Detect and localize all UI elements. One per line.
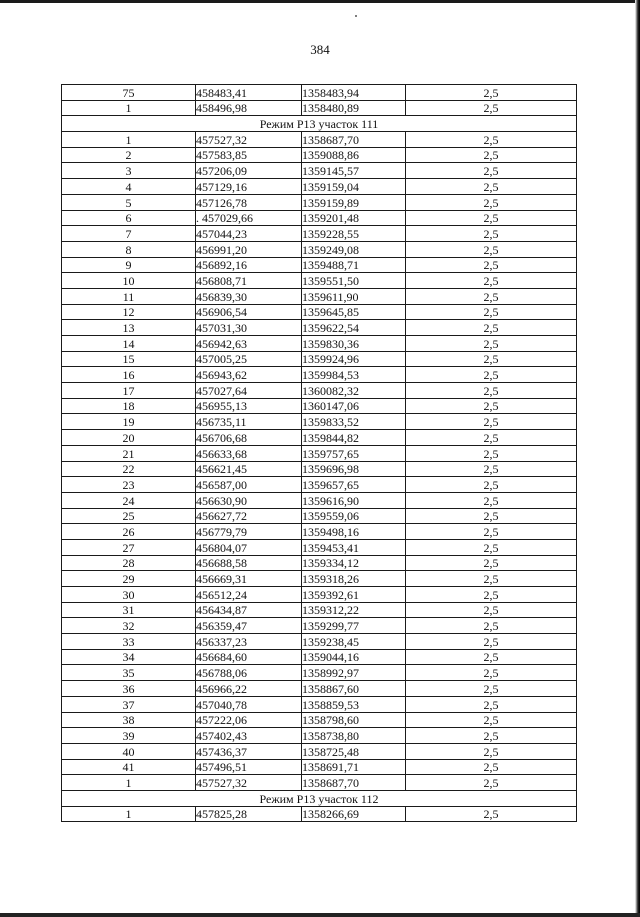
y-coordinate-cell: 1359645,85 bbox=[302, 304, 406, 320]
y-coordinate-cell: 1359044,16 bbox=[302, 649, 406, 665]
table-row bbox=[62, 351, 577, 367]
x-coordinate-cell: 456955,13 bbox=[196, 398, 302, 414]
y-coordinate-cell: 1358687,70 bbox=[302, 775, 406, 791]
page-number: 384 bbox=[310, 42, 330, 57]
accuracy-cell: 2,5 bbox=[406, 649, 577, 665]
y-coordinate-cell: 1359488,71 bbox=[302, 257, 406, 273]
x-coordinate-cell: 456669,31 bbox=[196, 571, 302, 587]
y-coordinate-cell: 1359238,45 bbox=[302, 634, 406, 650]
accuracy-cell: 2,5 bbox=[406, 524, 577, 540]
y-coordinate-cell: 1359159,04 bbox=[302, 179, 406, 195]
x-coordinate-cell: 456359,47 bbox=[196, 618, 302, 634]
accuracy-cell: 2,5 bbox=[406, 320, 577, 336]
y-coordinate-cell: 1359924,96 bbox=[302, 351, 406, 367]
y-coordinate-cell: 1358859,53 bbox=[302, 696, 406, 712]
y-coordinate-cell: 1358687,70 bbox=[302, 132, 406, 148]
accuracy-cell: 2,5 bbox=[406, 383, 577, 399]
accuracy-cell: 2,5 bbox=[406, 587, 577, 603]
table-row bbox=[62, 273, 577, 289]
table-row bbox=[62, 226, 577, 242]
point-number-cell: 19 bbox=[62, 414, 196, 430]
table-row bbox=[62, 210, 577, 226]
point-number-cell: 36 bbox=[62, 681, 196, 697]
point-number-cell: 1 bbox=[62, 775, 196, 791]
y-coordinate-cell: 1359453,41 bbox=[302, 539, 406, 555]
scan-edge-bottom bbox=[0, 913, 640, 917]
x-coordinate-cell: 456434,87 bbox=[196, 602, 302, 618]
accuracy-cell: 2,5 bbox=[406, 681, 577, 697]
point-number-cell: 31 bbox=[62, 602, 196, 618]
table-row bbox=[62, 759, 577, 775]
x-coordinate-cell: . 457029,66 bbox=[196, 210, 302, 226]
table-row bbox=[62, 806, 577, 822]
point-number-cell: 25 bbox=[62, 508, 196, 524]
table-row bbox=[62, 743, 577, 759]
x-coordinate-cell: 457027,64 bbox=[196, 383, 302, 399]
x-coordinate-cell: 457222,06 bbox=[196, 712, 302, 728]
section-title: Режим Р13 участок 112 bbox=[62, 790, 577, 806]
point-number-cell: 40 bbox=[62, 743, 196, 759]
x-coordinate-cell: 456808,71 bbox=[196, 273, 302, 289]
point-number-cell: 37 bbox=[62, 696, 196, 712]
y-coordinate-cell: 1358725,48 bbox=[302, 743, 406, 759]
point-number-cell: 2 bbox=[62, 147, 196, 163]
accuracy-cell: 2,5 bbox=[406, 618, 577, 634]
accuracy-cell: 2,5 bbox=[406, 414, 577, 430]
y-coordinate-cell: 1358483,94 bbox=[302, 85, 406, 101]
accuracy-cell: 2,5 bbox=[406, 775, 577, 791]
point-number-cell: 23 bbox=[62, 477, 196, 493]
accuracy-cell: 2,5 bbox=[406, 602, 577, 618]
point-number-cell: 38 bbox=[62, 712, 196, 728]
table-row bbox=[62, 477, 577, 493]
accuracy-cell: 2,5 bbox=[406, 132, 577, 148]
accuracy-cell: 2,5 bbox=[406, 477, 577, 493]
accuracy-cell: 2,5 bbox=[406, 759, 577, 775]
x-coordinate-cell: 457527,32 bbox=[196, 132, 302, 148]
y-coordinate-cell: 1359611,90 bbox=[302, 288, 406, 304]
section-header-row bbox=[62, 116, 577, 132]
y-coordinate-cell: 1359696,98 bbox=[302, 461, 406, 477]
x-coordinate-cell: 456621,45 bbox=[196, 461, 302, 477]
table-row bbox=[62, 618, 577, 634]
y-coordinate-cell: 1359559,06 bbox=[302, 508, 406, 524]
coordinates-table-body bbox=[62, 85, 577, 822]
x-coordinate-cell: 456943,62 bbox=[196, 367, 302, 383]
y-coordinate-cell: 1359757,65 bbox=[302, 445, 406, 461]
point-number-cell: 8 bbox=[62, 241, 196, 257]
accuracy-cell: 2,5 bbox=[406, 304, 577, 320]
point-number-cell: 26 bbox=[62, 524, 196, 540]
table-row bbox=[62, 147, 577, 163]
x-coordinate-cell: 456779,79 bbox=[196, 524, 302, 540]
y-coordinate-cell: 1359145,57 bbox=[302, 163, 406, 179]
y-coordinate-cell: 1359498,16 bbox=[302, 524, 406, 540]
x-coordinate-cell: 457436,37 bbox=[196, 743, 302, 759]
y-coordinate-cell: 1359228,55 bbox=[302, 226, 406, 242]
accuracy-cell: 2,5 bbox=[406, 226, 577, 242]
y-coordinate-cell: 1358266,69 bbox=[302, 806, 406, 822]
x-coordinate-cell: 457031,30 bbox=[196, 320, 302, 336]
x-coordinate-cell: 457583,85 bbox=[196, 147, 302, 163]
scan-speck bbox=[355, 15, 357, 17]
accuracy-cell: 2,5 bbox=[406, 273, 577, 289]
x-coordinate-cell: 457527,32 bbox=[196, 775, 302, 791]
table-row bbox=[62, 665, 577, 681]
x-coordinate-cell: 457044,23 bbox=[196, 226, 302, 242]
accuracy-cell: 2,5 bbox=[406, 336, 577, 352]
x-coordinate-cell: 456627,72 bbox=[196, 508, 302, 524]
section-title: Режим Р13 участок 111 bbox=[62, 116, 577, 132]
y-coordinate-cell: 1359312,22 bbox=[302, 602, 406, 618]
x-coordinate-cell: 456804,07 bbox=[196, 539, 302, 555]
y-coordinate-cell: 1359844,82 bbox=[302, 430, 406, 446]
x-coordinate-cell: 457402,43 bbox=[196, 728, 302, 744]
point-number-cell: 14 bbox=[62, 336, 196, 352]
y-coordinate-cell: 1359334,12 bbox=[302, 555, 406, 571]
point-number-cell: 33 bbox=[62, 634, 196, 650]
y-coordinate-cell: 1358798,60 bbox=[302, 712, 406, 728]
x-coordinate-cell: 456512,24 bbox=[196, 587, 302, 603]
y-coordinate-cell: 1359159,89 bbox=[302, 194, 406, 210]
point-number-cell: 21 bbox=[62, 445, 196, 461]
point-number-cell: 15 bbox=[62, 351, 196, 367]
point-number-cell: 1 bbox=[62, 132, 196, 148]
table-row bbox=[62, 257, 577, 273]
x-coordinate-cell: 456906,54 bbox=[196, 304, 302, 320]
table-row bbox=[62, 288, 577, 304]
table-row bbox=[62, 696, 577, 712]
x-coordinate-cell: 456587,00 bbox=[196, 477, 302, 493]
table-row bbox=[62, 728, 577, 744]
accuracy-cell: 2,5 bbox=[406, 85, 577, 101]
accuracy-cell: 2,5 bbox=[406, 179, 577, 195]
y-coordinate-cell: 1358867,60 bbox=[302, 681, 406, 697]
accuracy-cell: 2,5 bbox=[406, 210, 577, 226]
accuracy-cell: 2,5 bbox=[406, 634, 577, 650]
accuracy-cell: 2,5 bbox=[406, 712, 577, 728]
accuracy-cell: 2,5 bbox=[406, 728, 577, 744]
point-number-cell: 39 bbox=[62, 728, 196, 744]
y-coordinate-cell: 1359833,52 bbox=[302, 414, 406, 430]
accuracy-cell: 2,5 bbox=[406, 241, 577, 257]
x-coordinate-cell: 456706,68 bbox=[196, 430, 302, 446]
table-row bbox=[62, 398, 577, 414]
accuracy-cell: 2,5 bbox=[406, 445, 577, 461]
table-row bbox=[62, 649, 577, 665]
y-coordinate-cell: 1358480,89 bbox=[302, 100, 406, 116]
x-coordinate-cell: 456942,63 bbox=[196, 336, 302, 352]
table-row bbox=[62, 555, 577, 571]
table-row bbox=[62, 602, 577, 618]
accuracy-cell: 2,5 bbox=[406, 100, 577, 116]
x-coordinate-cell: 456991,20 bbox=[196, 241, 302, 257]
point-number-cell: 30 bbox=[62, 587, 196, 603]
table-row bbox=[62, 367, 577, 383]
table-row bbox=[62, 539, 577, 555]
table-row bbox=[62, 492, 577, 508]
scan-edge-top bbox=[0, 0, 640, 3]
x-coordinate-cell: 457825,28 bbox=[196, 806, 302, 822]
x-coordinate-cell: 456633,68 bbox=[196, 445, 302, 461]
y-coordinate-cell: 1360147,06 bbox=[302, 398, 406, 414]
x-coordinate-cell: 457005,25 bbox=[196, 351, 302, 367]
accuracy-cell: 2,5 bbox=[406, 508, 577, 524]
table-row bbox=[62, 383, 577, 399]
table-row bbox=[62, 100, 577, 116]
table-row bbox=[62, 179, 577, 195]
table-row bbox=[62, 508, 577, 524]
y-coordinate-cell: 1359318,26 bbox=[302, 571, 406, 587]
y-coordinate-cell: 1359392,61 bbox=[302, 587, 406, 603]
point-number-cell: 34 bbox=[62, 649, 196, 665]
y-coordinate-cell: 1359299,77 bbox=[302, 618, 406, 634]
table-row bbox=[62, 194, 577, 210]
point-number-cell: 11 bbox=[62, 288, 196, 304]
accuracy-cell: 2,5 bbox=[406, 288, 577, 304]
table-row bbox=[62, 430, 577, 446]
accuracy-cell: 2,5 bbox=[406, 492, 577, 508]
y-coordinate-cell: 1359088,86 bbox=[302, 147, 406, 163]
accuracy-cell: 2,5 bbox=[406, 257, 577, 273]
point-number-cell: 3 bbox=[62, 163, 196, 179]
table-row bbox=[62, 445, 577, 461]
accuracy-cell: 2,5 bbox=[406, 665, 577, 681]
x-coordinate-cell: 457129,16 bbox=[196, 179, 302, 195]
point-number-cell: 75 bbox=[62, 85, 196, 101]
table-row bbox=[62, 712, 577, 728]
point-number-cell: 28 bbox=[62, 555, 196, 571]
y-coordinate-cell: 1360082,32 bbox=[302, 383, 406, 399]
coordinates-table bbox=[61, 84, 577, 822]
point-number-cell: 9 bbox=[62, 257, 196, 273]
point-number-cell: 1 bbox=[62, 806, 196, 822]
accuracy-cell: 2,5 bbox=[406, 147, 577, 163]
accuracy-cell: 2,5 bbox=[406, 539, 577, 555]
accuracy-cell: 2,5 bbox=[406, 367, 577, 383]
x-coordinate-cell: 456735,11 bbox=[196, 414, 302, 430]
y-coordinate-cell: 1358992,97 bbox=[302, 665, 406, 681]
x-coordinate-cell: 457040,78 bbox=[196, 696, 302, 712]
table-row bbox=[62, 132, 577, 148]
table-row bbox=[62, 241, 577, 257]
accuracy-cell: 2,5 bbox=[406, 696, 577, 712]
y-coordinate-cell: 1359657,65 bbox=[302, 477, 406, 493]
accuracy-cell: 2,5 bbox=[406, 461, 577, 477]
x-coordinate-cell: 456788,06 bbox=[196, 665, 302, 681]
point-number-cell: 13 bbox=[62, 320, 196, 336]
table-row bbox=[62, 85, 577, 101]
point-number-cell: 18 bbox=[62, 398, 196, 414]
table-row bbox=[62, 634, 577, 650]
y-coordinate-cell: 1359551,50 bbox=[302, 273, 406, 289]
point-number-cell: 12 bbox=[62, 304, 196, 320]
table-row bbox=[62, 461, 577, 477]
y-coordinate-cell: 1359830,36 bbox=[302, 336, 406, 352]
accuracy-cell: 2,5 bbox=[406, 430, 577, 446]
accuracy-cell: 2,5 bbox=[406, 194, 577, 210]
table-row bbox=[62, 163, 577, 179]
table-row bbox=[62, 336, 577, 352]
table-row bbox=[62, 414, 577, 430]
x-coordinate-cell: 456337,23 bbox=[196, 634, 302, 650]
point-number-cell: 41 bbox=[62, 759, 196, 775]
point-number-cell: 5 bbox=[62, 194, 196, 210]
x-coordinate-cell: 458496,98 bbox=[196, 100, 302, 116]
accuracy-cell: 2,5 bbox=[406, 398, 577, 414]
point-number-cell: 20 bbox=[62, 430, 196, 446]
point-number-cell: 35 bbox=[62, 665, 196, 681]
point-number-cell: 10 bbox=[62, 273, 196, 289]
accuracy-cell: 2,5 bbox=[406, 571, 577, 587]
point-number-cell: 29 bbox=[62, 571, 196, 587]
x-coordinate-cell: 456966,22 bbox=[196, 681, 302, 697]
x-coordinate-cell: 458483,41 bbox=[196, 85, 302, 101]
table-row bbox=[62, 524, 577, 540]
point-number-cell: 7 bbox=[62, 226, 196, 242]
y-coordinate-cell: 1359984,53 bbox=[302, 367, 406, 383]
y-coordinate-cell: 1359622,54 bbox=[302, 320, 406, 336]
point-number-cell: 4 bbox=[62, 179, 196, 195]
accuracy-cell: 2,5 bbox=[406, 163, 577, 179]
accuracy-cell: 2,5 bbox=[406, 743, 577, 759]
y-coordinate-cell: 1359249,08 bbox=[302, 241, 406, 257]
table-row bbox=[62, 681, 577, 697]
point-number-cell: 17 bbox=[62, 383, 196, 399]
accuracy-cell: 2,5 bbox=[406, 351, 577, 367]
x-coordinate-cell: 456839,30 bbox=[196, 288, 302, 304]
section-header-row bbox=[62, 790, 577, 806]
table-row bbox=[62, 775, 577, 791]
table-row bbox=[62, 571, 577, 587]
x-coordinate-cell: 456630,90 bbox=[196, 492, 302, 508]
point-number-cell: 6 bbox=[62, 210, 196, 226]
accuracy-cell: 2,5 bbox=[406, 555, 577, 571]
accuracy-cell: 2,5 bbox=[406, 806, 577, 822]
point-number-cell: 32 bbox=[62, 618, 196, 634]
table-row bbox=[62, 587, 577, 603]
point-number-cell: 16 bbox=[62, 367, 196, 383]
point-number-cell: 22 bbox=[62, 461, 196, 477]
y-coordinate-cell: 1359616,90 bbox=[302, 492, 406, 508]
table-row bbox=[62, 320, 577, 336]
point-number-cell: 24 bbox=[62, 492, 196, 508]
x-coordinate-cell: 457206,09 bbox=[196, 163, 302, 179]
scan-edge-right bbox=[635, 0, 640, 917]
y-coordinate-cell: 1358691,71 bbox=[302, 759, 406, 775]
point-number-cell: 1 bbox=[62, 100, 196, 116]
y-coordinate-cell: 1359201,48 bbox=[302, 210, 406, 226]
point-number-cell: 27 bbox=[62, 539, 196, 555]
x-coordinate-cell: 456688,58 bbox=[196, 555, 302, 571]
x-coordinate-cell: 457496,51 bbox=[196, 759, 302, 775]
x-coordinate-cell: 457126,78 bbox=[196, 194, 302, 210]
y-coordinate-cell: 1358738,80 bbox=[302, 728, 406, 744]
x-coordinate-cell: 456684,60 bbox=[196, 649, 302, 665]
x-coordinate-cell: 456892,16 bbox=[196, 257, 302, 273]
table-row bbox=[62, 304, 577, 320]
